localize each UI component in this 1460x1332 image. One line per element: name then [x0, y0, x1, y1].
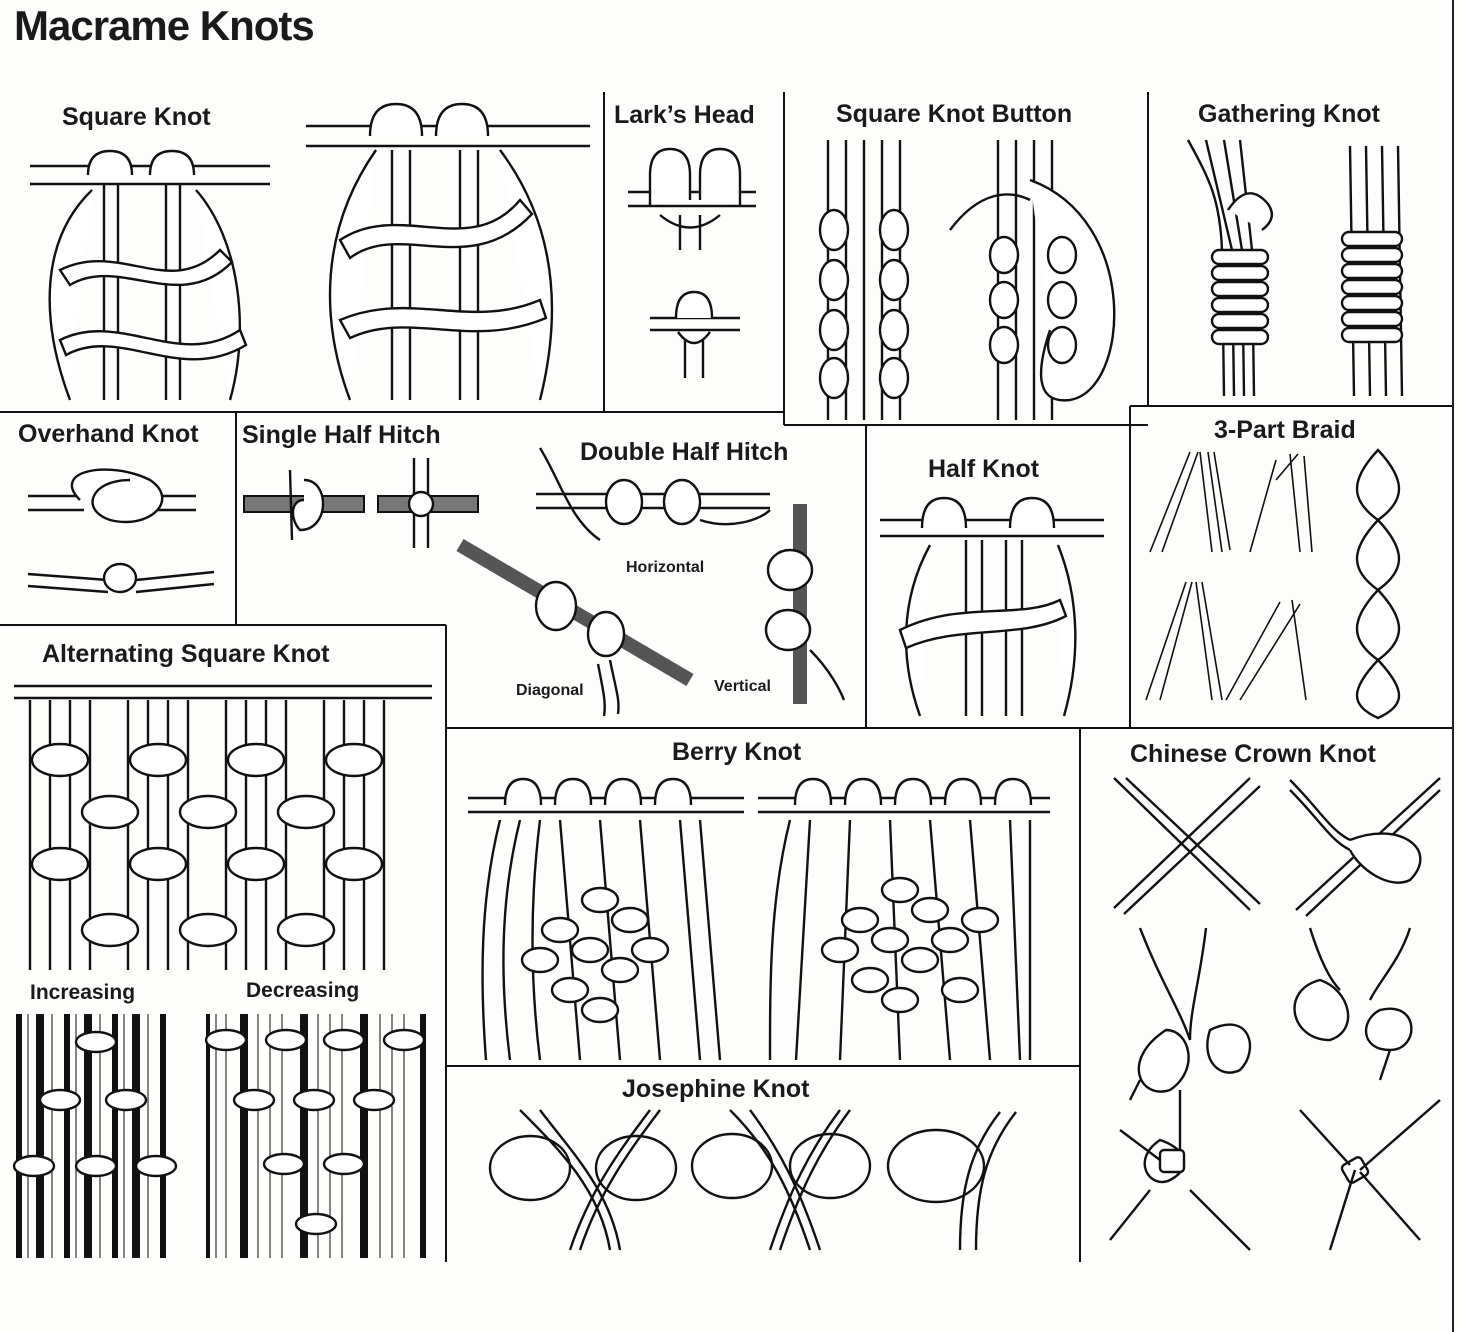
larks-head-label: Lark’s Head: [614, 101, 755, 129]
gathering-knot-label: Gathering Knot: [1198, 100, 1380, 128]
josephine-knot-label: Josephine Knot: [622, 1075, 810, 1103]
chinese-crown-knot-label: Chinese Crown Knot: [1130, 740, 1376, 768]
diagonal-label: Diagonal: [516, 682, 584, 699]
half-knot-label: Half Knot: [928, 455, 1040, 483]
single-half-hitch-label: Single Half Hitch: [242, 421, 441, 449]
square-knot-button-label: Square Knot Button: [836, 100, 1073, 128]
decreasing-label: Decreasing: [246, 979, 360, 1002]
three-part-braid-label: 3-Part Braid: [1214, 416, 1356, 444]
overhand-knot-label: Overhand Knot: [18, 420, 199, 448]
horizontal-label: Horizontal: [626, 559, 705, 576]
square-knot-label: Square Knot: [62, 103, 211, 131]
vertical-label: Vertical: [714, 678, 771, 695]
double-half-hitch-label: Double Half Hitch: [580, 438, 789, 466]
alternating-square-knot-label: Alternating Square Knot: [42, 640, 330, 668]
page-title: Macrame Knots: [14, 2, 314, 49]
increasing-label: Increasing: [30, 981, 136, 1004]
berry-knot-label: Berry Knot: [672, 738, 802, 766]
